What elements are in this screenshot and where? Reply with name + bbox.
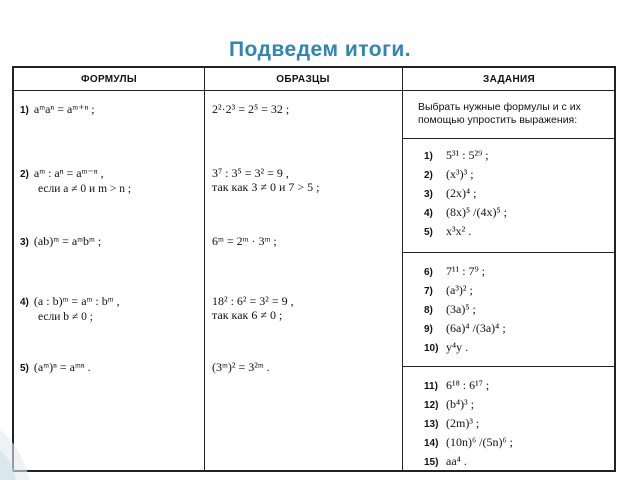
task-item	[424, 416, 479, 431]
formulas-table	[12, 66, 616, 472]
page-title: Подведем итоги.	[228, 38, 412, 61]
task-number: 5)	[424, 227, 433, 238]
task-expression: y⁴y .	[446, 340, 469, 354]
formula-text: aᵐaⁿ = aᵐ⁺ⁿ ;	[33, 102, 95, 116]
task-group-divider	[402, 138, 614, 139]
corner-decoration-icon	[0, 390, 60, 480]
formula-row	[20, 234, 101, 250]
task-item	[424, 378, 489, 393]
task-number: 12)	[424, 400, 439, 411]
tasks-intro: Выбрать нужные формулы и с их помощью упростить выражения:	[418, 101, 581, 126]
task-item	[424, 224, 471, 239]
task-expression: aa⁴ .	[446, 454, 467, 468]
task-item	[424, 340, 468, 355]
task-item	[424, 397, 474, 412]
task-number: 9)	[424, 324, 433, 335]
task-expression: 6¹⁸ : 6¹⁷ ;	[446, 378, 490, 392]
task-expression: x³x² .	[446, 224, 472, 238]
formula-row	[20, 294, 120, 324]
task-item	[424, 205, 507, 220]
header-formulas: ФОРМУЛЫ	[81, 74, 137, 85]
header-samples: ОБРАЗЦЫ	[276, 74, 330, 85]
sample-text: 3⁷ : 3⁵ = 3² = 9 ,	[212, 166, 289, 180]
task-item	[424, 435, 513, 450]
task-expression: 7¹¹ : 7⁹ ;	[446, 264, 486, 278]
task-number: 8)	[424, 305, 433, 316]
task-expression: (a³)² ;	[446, 283, 473, 297]
sample-row	[212, 166, 319, 194]
sample-row	[212, 360, 270, 374]
task-expression: (8x)⁵ /(4x)⁵ ;	[446, 205, 508, 219]
formula-text: aᵐ : aⁿ = aᵐ⁻ⁿ ,	[33, 166, 104, 180]
formula-number: 3)	[20, 237, 29, 248]
sample-text: 6ᵐ = 2ᵐ · 3ᵐ ;	[212, 234, 277, 248]
sample-text: 18² : 6² = 3² = 9 ,	[212, 294, 294, 308]
task-expression: (2x)⁴ ;	[446, 186, 477, 200]
formula-text: (aᵐ)ⁿ = aᵐⁿ .	[33, 360, 91, 374]
task-item	[424, 302, 476, 317]
task-number: 11)	[424, 381, 438, 392]
sample-row	[212, 234, 277, 248]
formula-text: (a : b)ᵐ = aᵐ : bᵐ ,	[33, 294, 120, 308]
task-item	[424, 148, 489, 163]
formula-row	[20, 166, 131, 196]
formula-number: 1)	[20, 105, 29, 116]
task-number: 6)	[424, 267, 433, 278]
column-divider	[402, 68, 403, 470]
sample-note: так как 6 ≠ 0 ;	[212, 308, 283, 322]
task-expression: (b⁴)³ ;	[446, 397, 475, 411]
formula-number: 5)	[20, 363, 29, 374]
task-item	[424, 454, 467, 469]
task-item	[424, 186, 477, 201]
task-expression: (3a)⁵ ;	[446, 302, 476, 316]
task-expression: (10n)⁶ /(5n)⁶ ;	[446, 435, 514, 449]
sample-text: 2²·2³ = 2⁵ = 32 ;	[212, 102, 290, 116]
formula-number: 4)	[20, 297, 29, 308]
task-number: 7)	[424, 286, 433, 297]
header-divider	[14, 90, 614, 91]
sample-text: (3ᵐ)² = 3²ᵐ .	[212, 360, 270, 374]
task-number: 4)	[424, 208, 433, 219]
formula-condition: если a ≠ 0 и m > n ;	[38, 183, 132, 195]
task-group-divider	[402, 252, 614, 253]
task-expression: 5³¹ : 5²⁹ ;	[446, 148, 489, 162]
header-tasks: ЗАДАНИЯ	[483, 74, 535, 85]
sample-row	[212, 102, 289, 116]
task-number: 3)	[424, 189, 433, 200]
task-item	[424, 321, 506, 336]
task-item	[424, 283, 473, 298]
sample-row	[212, 294, 294, 322]
task-number: 13)	[424, 419, 439, 430]
formula-row	[20, 102, 95, 118]
formula-row	[20, 360, 91, 376]
task-number: 1)	[424, 151, 433, 162]
formula-number: 2)	[20, 169, 29, 180]
column-divider	[204, 68, 205, 470]
task-expression: (x³)³ ;	[446, 167, 474, 181]
task-number: 15)	[424, 457, 439, 468]
task-number: 10)	[424, 343, 439, 354]
task-expression: (6a)⁴ /(3a)⁴ ;	[446, 321, 506, 335]
task-item	[424, 167, 474, 182]
task-number: 14)	[424, 438, 439, 449]
sample-note: так как 3 ≠ 0 и 7 > 5 ;	[212, 180, 320, 194]
formula-condition: если b ≠ 0 ;	[38, 311, 93, 323]
formula-text: (ab)ᵐ = aᵐbᵐ ;	[33, 234, 102, 248]
task-item	[424, 264, 485, 279]
task-group-divider	[402, 366, 614, 367]
task-number: 2)	[424, 170, 433, 181]
task-expression: (2m)³ ;	[446, 416, 480, 430]
